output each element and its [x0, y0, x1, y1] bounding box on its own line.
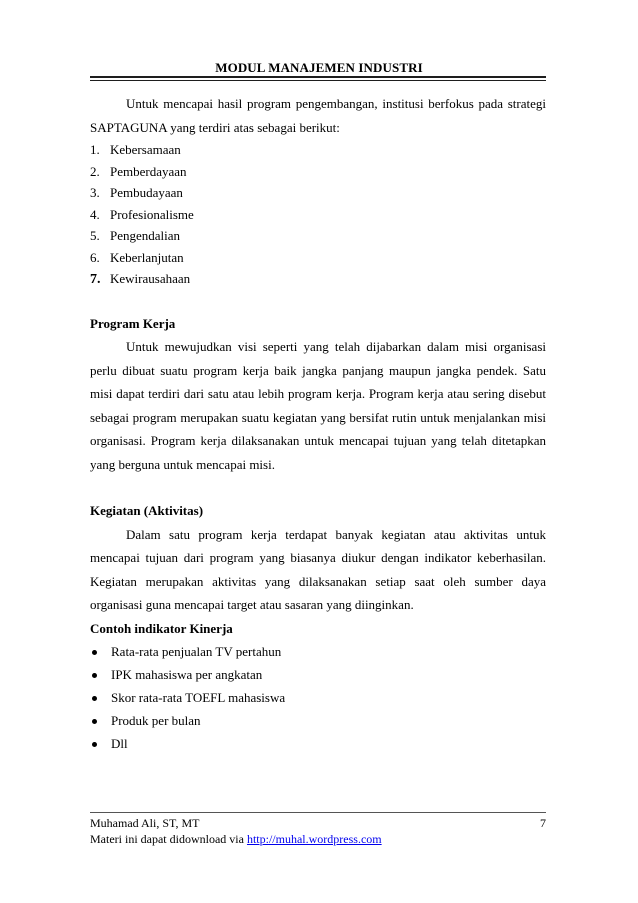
list-item-text: Kebersamaan	[110, 142, 181, 157]
bullet-icon	[92, 696, 97, 701]
footer-rule	[90, 812, 546, 813]
list-item	[90, 204, 546, 226]
header-rule	[90, 76, 546, 78]
list-item-text: Keberlanjutan	[110, 249, 184, 265]
list-number: 7.	[90, 272, 101, 287]
list-item-text: Profesionalisme	[110, 206, 194, 222]
program-kerja-paragraph: Untuk mewujudkan visi seperti yang telah dijabarkan dalam misi organisasi perlu dibuat suatu program kerja baik jangka panjang maupun jangka pendek. Satu misi dapat terdiri dari satu atau lebih program kerja. Program kerja atau sering disebut sebagai program merupakan suatu kegiatan yang bersifat rutin untuk menjalankan misi organisasi. Program kerja dilaksanakan untuk mencapai tujuan yang telah ditetapkan yang berguna untuk mencapai misi.	[90, 339, 546, 472]
list-item-text: Pemberdayaan	[110, 163, 187, 179]
list-item-text: Kewirausahaan	[110, 271, 191, 286]
list-item	[90, 686, 546, 709]
list-number: 6.	[90, 249, 100, 265]
kegiatan-heading: Kegiatan (Aktivitas)	[90, 503, 204, 518]
list-item	[90, 268, 546, 290]
list-item-text: Rata-rata penjualan TV pertahun	[111, 644, 282, 659]
list-item	[90, 663, 546, 686]
list-item-text: IPK mahasiswa per angkatan	[111, 667, 263, 682]
list-number: 1.	[90, 142, 100, 157]
list-number: 2.	[90, 163, 100, 179]
bullet-icon	[92, 673, 97, 678]
list-item	[90, 225, 546, 247]
footer-note-text: Materi ini dapat didownload via	[90, 832, 247, 846]
list-item-text: Pembudayaan	[110, 185, 183, 200]
list-number: 5.	[90, 228, 100, 243]
footer-note	[90, 832, 382, 847]
footer-author: Muhamad Ali, ST, MT	[90, 816, 200, 830]
program-kerja-heading: Program Kerja	[90, 315, 176, 331]
list-number: 3.	[90, 185, 100, 200]
list-item	[90, 182, 546, 204]
bullet-icon	[92, 719, 97, 724]
list-item	[90, 640, 546, 663]
indikator-list	[90, 640, 546, 755]
list-item-text: Skor rata-rata TOEFL mahasiswa	[111, 690, 286, 705]
list-item	[90, 247, 546, 269]
list-item	[90, 709, 546, 732]
strategy-list	[90, 139, 546, 290]
list-item-text: Dll	[111, 736, 128, 751]
list-item-text: Pengendalian	[110, 228, 181, 243]
intro-paragraph: Untuk mencapai hasil program pengembangan, institusi berfokus pada strategi SAPTAGUNA yang terdiri atas sebagai berikut:	[90, 96, 546, 135]
page-number: 7	[540, 816, 546, 830]
header-rule-thin	[90, 80, 546, 81]
kegiatan-paragraph: Dalam satu program kerja terdapat banyak kegiatan atau aktivitas untuk mencapai tujuan dari program yang biasanya diukur dengan indikator keberhasilan. Kegiatan merupakan aktivitas yang dilaksanakan setiap saat oleh sumber daya organisasi guna mencapai target atau sasaran yang diinginkan.	[90, 526, 546, 612]
list-item	[90, 732, 546, 755]
list-item	[90, 139, 546, 161]
list-item-text: Produk per bulan	[111, 713, 201, 728]
list-item	[90, 161, 546, 183]
page-header-title: MODUL MANAJEMEN INDUSTRI	[215, 60, 423, 75]
bullet-icon	[92, 650, 97, 655]
download-link[interactable]: http://muhal.wordpress.com	[246, 832, 382, 846]
indikator-heading: Contoh indikator Kinerja	[90, 620, 233, 636]
bullet-icon	[92, 742, 97, 747]
page-content	[90, 92, 546, 755]
list-number: 4.	[90, 206, 100, 222]
